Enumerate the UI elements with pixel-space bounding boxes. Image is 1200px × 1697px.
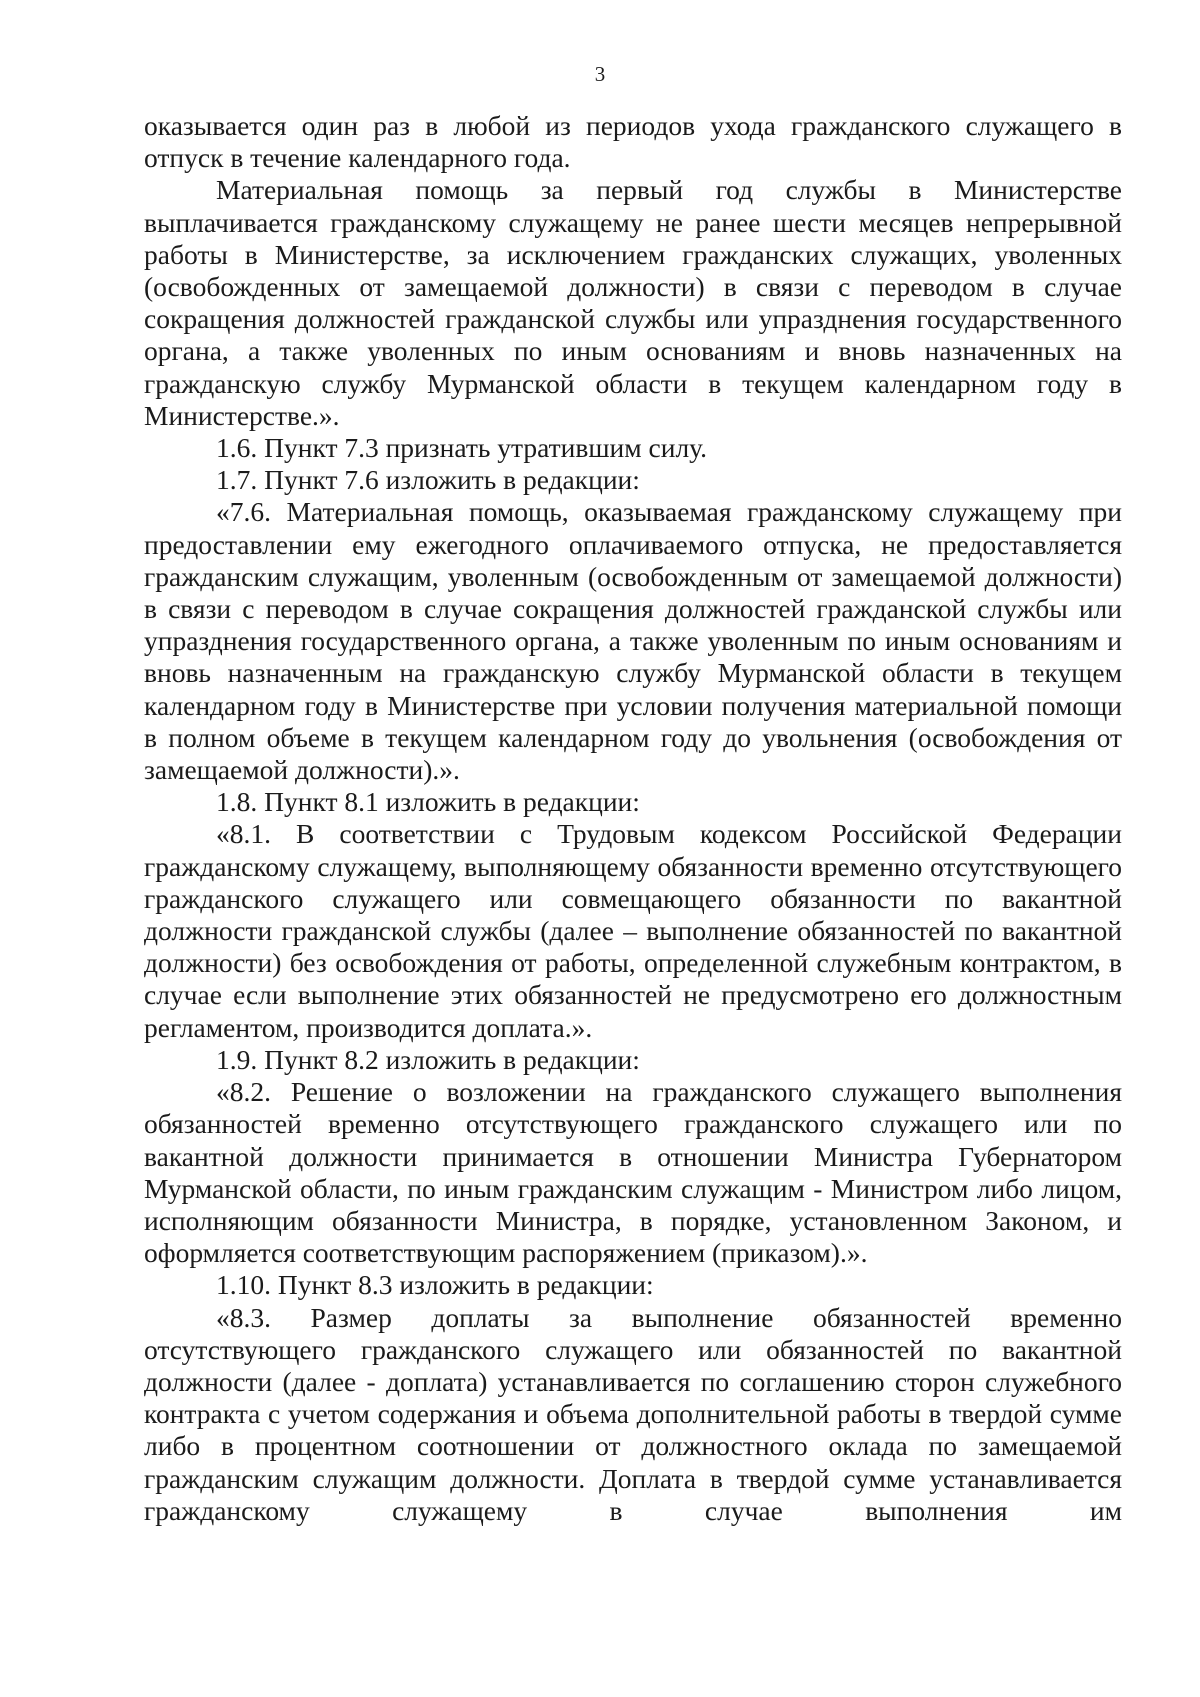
paragraph-continuation: оказывается один раз в любой из периодов ухода гражданского служащего в отпуск в течение календарного года. <box>144 110 1122 174</box>
paragraph-item-1-6: 1.6. Пункт 7.3 признать утратившим силу. <box>216 432 708 464</box>
page-number: 3 <box>594 62 606 86</box>
paragraph-material-aid-first-year: Материальная помощь за первый год службы в Министерстве выплачивается гражданскому служащему не ранее шести месяцев непрерывной работы в Министерстве, за исключением гражданских служащих, уволенных (освобожденных от замещаемой должности) в связи с переводом в случае сокращения должностей гражданской службы или упразднения государственного органа, а также уволенных по иным основаниям и вновь назначенных на гражданскую службу Мурманской области в текущем календарном году в Министерстве.». <box>144 174 1122 431</box>
paragraph-item-1-9: 1.9. Пункт 8.2 изложить в редакции: <box>216 1043 640 1075</box>
paragraph-clause-7-6: «7.6. Материальная помощь, оказываемая гражданскому служащему при предоставлении ему ежегодного оплачиваемого отпуска, не предоставляется гражданским служащим, уволенным (освобожденным от замещаемой должности) в связи с переводом в случае сокращения должностей гражданской службы или упразднения государственного органа, а также уволенным по иным основаниям и вновь назначенным на гражданскую службу Мурманской области в текущем календарном году в Министерстве при условии получения материальной помощи в полном объеме в текущем календарном году до увольнения (освобождения от замещаемой должности).». <box>144 496 1122 786</box>
paragraph-item-1-10: 1.10. Пункт 8.3 изложить в редакции: <box>216 1269 654 1301</box>
paragraph-clause-8-1: «8.1. В соответствии с Трудовым кодексом Российской Федерации гражданскому служащему, выполняющему обязанности временно отсутствующего гражданского служащего или совмещающего обязанности по вакантной должности гражданской службы (далее – выполнение обязанностей по вакантной должности) без освобождения от работы, определенной служебным контрактом, в случае если выполнение этих обязанностей не предусмотрено его должностным регламентом, производится доплата.». <box>144 818 1122 1043</box>
document-body <box>144 110 1122 1527</box>
paragraph-clause-8-3: «8.3. Размер доплаты за выполнение обязанностей временно отсутствующего гражданского служащего или обязанностей по вакантной должности (далее - доплата) устанавливается по соглашению сторон служебного контракта с учетом содержания и объема дополнительной работы в твердой сумме либо в процентном соотношении от должностного оклада по замещаемой гражданским служащим должности. Доплата в твердой сумме устанавливается гражданскому служащему в случае выполнения им <box>144 1301 1122 1526</box>
paragraph-clause-8-2: «8.2. Решение о возложении на гражданского служащего выполнения обязанностей временно отсутствующего гражданского служащего или по вакантной должности принимается в отношении Министра Губернатором Мурманской области, по иным гражданским служащим - Министром либо лицом, исполняющим обязанности Министра, в порядке, установленном Законом, и оформляется соответствующим распоряжением (приказом).». <box>144 1076 1122 1269</box>
paragraph-item-1-7: 1.7. Пункт 7.6 изложить в редакции: <box>216 464 640 496</box>
paragraph-item-1-8: 1.8. Пункт 8.1 изложить в редакции: <box>216 786 640 818</box>
